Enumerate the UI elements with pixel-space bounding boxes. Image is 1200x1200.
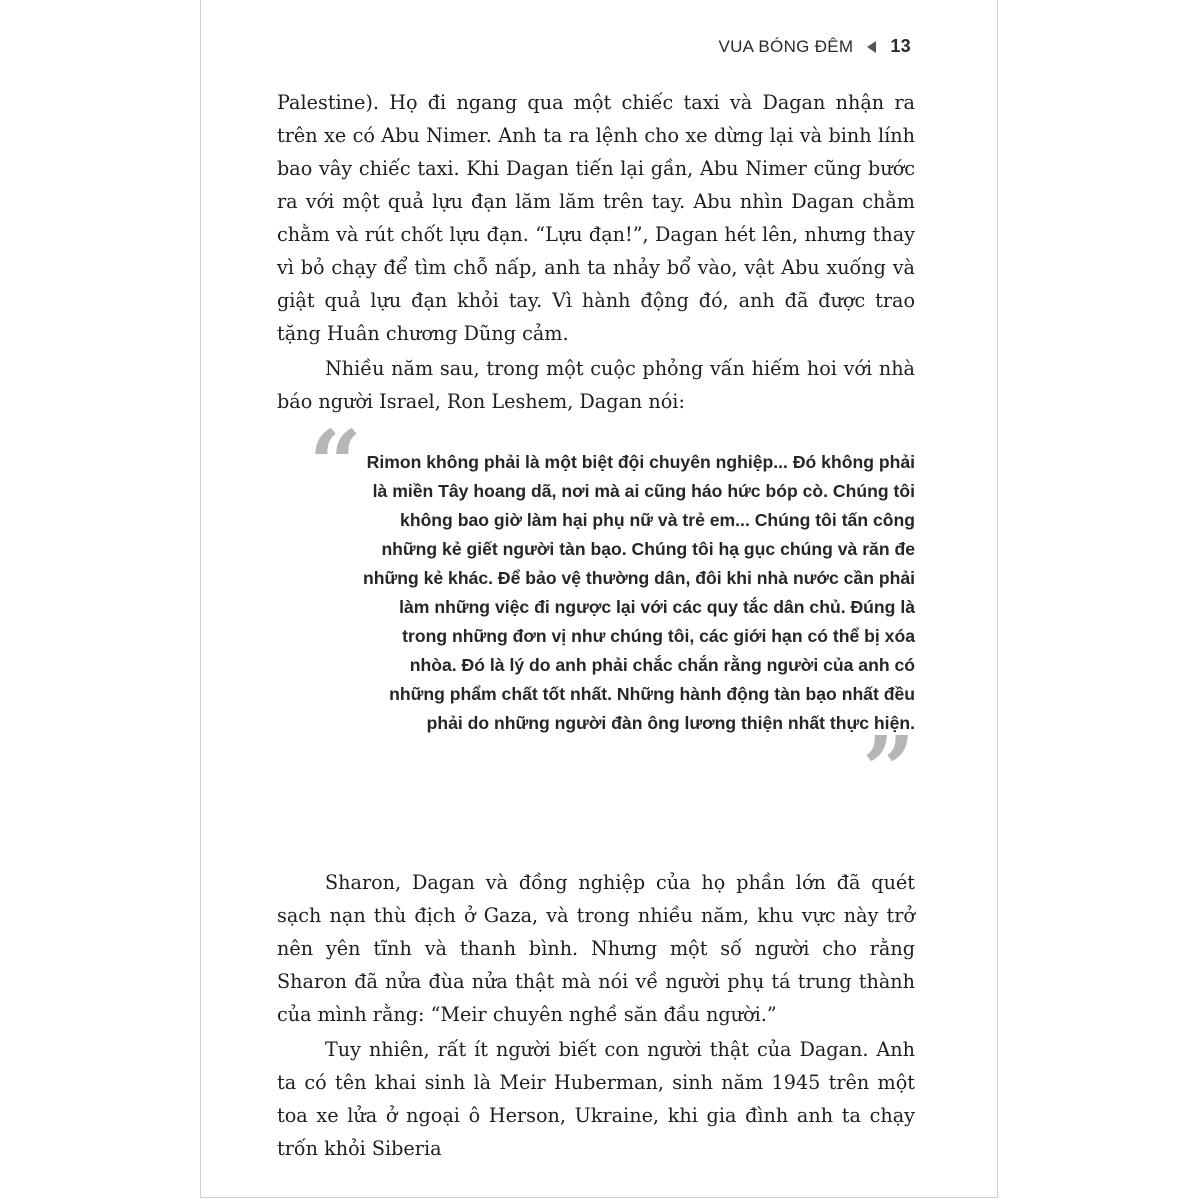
- paragraph: Tuy nhiên, rất ít người biết con người thật của Dagan. Anh ta có tên khai sinh là Meir Huberman, sinh năm 1945 trên một toa xe lửa ở ngoại ô Herson, Ukraine, khi gia đình anh ta chạy trốn khỏi Siberia: [277, 1038, 915, 1160]
- running-header: [718, 36, 911, 57]
- triangle-marker-icon: [867, 41, 876, 53]
- book-title: VUA BÓNG ĐÊM: [718, 36, 854, 56]
- paragraph: Palestine). Họ đi ngang qua một chiếc taxi và Dagan nhận ra trên xe có Abu Nimer. Anh ta ra lệnh cho xe dừng lại và binh lính bao vây chiếc taxi. Khi Dagan tiến lại gần, Abu Nimer cũng bước ra với một quả lựu đạn lăm lăm trên tay. Abu nhìn Dagan chằm chằm và rút chốt lựu đạn. “Lựu đạn!”, Dagan hét lên, nhưng thay vì bỏ chạy để tìm chỗ nấp, anh ta nhảy bổ vào, vật Abu xuống và giật quả lựu đạn khỏi tay. Vì hành động đó, anh đã được trao tặng Huân chương Dũng cảm.: [277, 91, 915, 345]
- paragraph: Nhiều năm sau, trong một cuộc phỏng vấn hiếm hoi với nhà báo người Israel, Ron Leshem, Dagan nói:: [277, 357, 915, 413]
- page-number: 13: [890, 36, 911, 56]
- open-quote-icon: “: [309, 410, 362, 518]
- body-text-bottom: [277, 864, 915, 1165]
- body-text-top: [277, 86, 915, 418]
- close-quote-icon: ”: [862, 716, 915, 824]
- quote-text: Rimon không phải là một biệt đội chuyên nghiệp... Đó không phải là miền Tây hoang dã, nơi mà ai cũng háo hức bóp cò. Chúng tôi không bao giờ làm hại phụ nữ và trẻ em... Chúng tôi tấn công những kẻ giết người tàn bạo. Chúng tôi hạ gục chúng và răn đe những kẻ khác. Để bảo vệ thường dân, đôi khi nhà nước cần phải làm những việc đi ngược lại với các quy tắc dân chủ. Đúng là trong những đơn vị như chúng tôi, các giới hạn có thể bị xóa nhòa. Đó là lý do anh phải chắc chắn rằng người của anh có những phẩm chất tốt nhất. Những hành động tàn bạo nhất đều phải do những người đàn ông lương thiện nhất thực hiện.: [362, 452, 915, 733]
- paragraph: Sharon, Dagan và đồng nghiệp của họ phần lớn đã quét sạch nạn thù địch ở Gaza, và trong nhiều năm, khu vực này trở nên yên tĩnh và thanh bình. Nhưng một số người cho rằng Sharon đã nửa đùa nửa thật mà nói về người phụ tá trung thành của mình rằng: “Meir chuyên nghề săn đầu người.”: [277, 871, 915, 1026]
- book-page: [200, 0, 998, 1198]
